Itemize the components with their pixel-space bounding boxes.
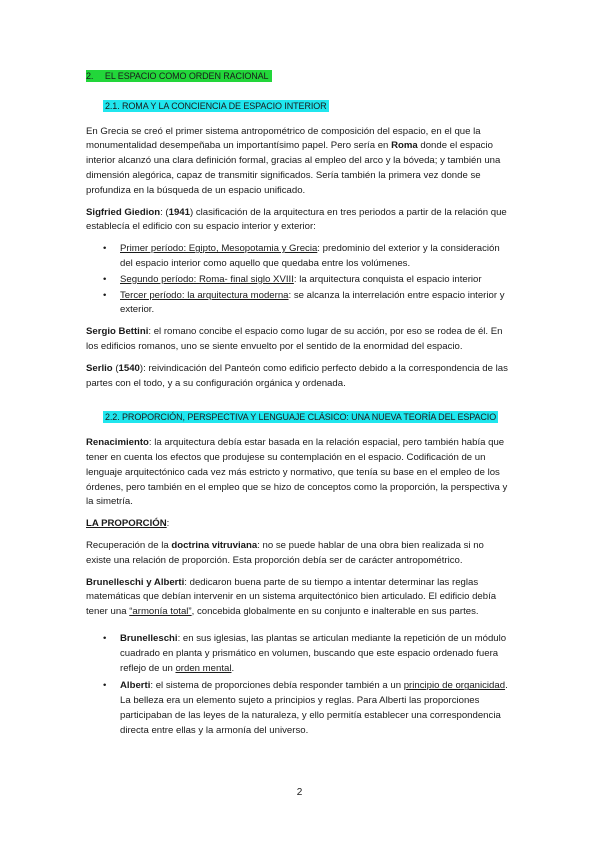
text: : (	[160, 206, 169, 218]
page-content	[86, 69, 510, 745]
text: : se alcanza la interrelación entre espacio interior y exterior.	[120, 289, 505, 316]
text: . La belleza era un elemento sujeto a principios y reglas. Para Alberti las proporciones participaban de las leyes de la naturaleza, y ello permitía establecer una correspondencia directa entre ellas y la armonía del universo.	[120, 680, 508, 736]
bullet-icon: •	[103, 243, 107, 255]
text: donde el espacio interior alcanzó una clara definición formal, gracias al empleo del arco y la bóveda; y también una dimensión alegórica, capaz de transmitir significados. Sería también la primera vez donde se profundiza en la búsqueda de un espacio unificado.	[86, 140, 501, 196]
text: ) clasificación de la arquitectura en tres periodos a partir de la relación que establecía el edificio con su espacio interior y exterior:	[86, 206, 507, 233]
text: (	[112, 362, 119, 374]
authors-list	[86, 632, 510, 739]
period-title: Segundo período: Roma- final siglo XVIII	[120, 273, 294, 285]
underlined-text: principio de organicidad	[403, 680, 506, 692]
text: : predominio del exterior y la consideración del espacio interior como aquello que quedaba entre los volúmenes.	[120, 243, 500, 269]
text: : el sistema de proporciones debía responder también a un	[150, 680, 404, 692]
quote: “armonía total”	[129, 606, 192, 618]
section-heading	[86, 69, 510, 85]
paragraph-bettini	[86, 325, 510, 355]
author-name: Brunelleschi y Alberti	[86, 576, 185, 588]
author-name: Brunelleschi	[120, 632, 178, 644]
bullet-icon: •	[103, 289, 107, 301]
text: .	[231, 662, 235, 674]
author-name: Alberti	[120, 680, 151, 692]
text: : el romano concibe el espacio como lugar de su acción, por eso se rodea de él. En los edificios romanos, uno se siente envuelto por el sentido de la enormidad del espacio.	[86, 326, 503, 352]
term: doctrina vitruviana	[171, 539, 258, 551]
year: 1540	[118, 362, 140, 374]
text: : la arquitectura debía estar basada en la relación espacial, pero también había que tener en cuenta los efectos que produjese su contemplación en el espacio. Codificación de un lenguaje arquitectónico cada vez más estricto y normativo, que tenía su base en el empleo de los órdenes, pero también en el empleo que se hizo de conceptos como la proporción, la perspectiva y la simetría.	[86, 437, 508, 508]
term: Renacimiento	[86, 437, 149, 449]
subsection-title-2: 2.2. PROPORCIÓN, PERSPECTIVA Y LENGUAJE CLÁSICO: UNA NUEVA TEORÍA DEL ESPACIO	[105, 412, 497, 423]
page-number: 2	[296, 787, 303, 798]
periods-list	[86, 242, 510, 318]
bullet-icon: •	[103, 680, 107, 692]
text: : en sus iglesias, las plantas se articulan mediante la repetición de un módulo cuadrado en planta y prismático en volumen, buscando que este espacio ordenado fuera reflejo de un	[120, 632, 507, 674]
heading-text: LA PROPORCIÓN	[86, 518, 167, 530]
spacer	[86, 398, 510, 410]
period-title: Tercer período: la arquitectura moderna	[120, 289, 289, 301]
list-item	[103, 632, 510, 676]
list-item	[103, 289, 510, 319]
list-item	[103, 242, 510, 272]
subsection-heading-1	[103, 99, 510, 115]
year: 1941	[168, 206, 190, 218]
author-name: Sergio Bettini	[86, 326, 149, 338]
paragraph-vitruvio	[86, 539, 510, 569]
section-title: EL ESPACIO COMO ORDEN RACIONAL	[104, 71, 269, 81]
subsection-title-1: 2.1. ROMA Y LA CONCIENCIA DE ESPACIO INTERIOR	[105, 100, 327, 111]
bullet-icon: •	[103, 632, 107, 644]
proporcion-heading	[86, 517, 510, 532]
text: : dedicaron buena parte de su tiempo a intentar determinar las reglas matemáticas que debían intervenir en un sistema arquitectónico bien articulado. El edificio debía tener una	[86, 576, 497, 618]
paragraph-renacimiento	[86, 436, 510, 510]
paragraph-brunelleschi-alberti	[86, 576, 510, 620]
text: : la arquitectura conquista el espacio interior	[293, 273, 482, 285]
author-name: Serlio	[86, 362, 113, 374]
list-item	[103, 273, 510, 288]
paragraph-grecia-roma	[86, 125, 510, 199]
text: ): reivindicación del Panteón como edificio perfecto debido a la correspondencia de las partes con el todo, y a su configuración orgánica y ordenada.	[86, 362, 508, 389]
subsection-heading-2	[103, 410, 510, 426]
text: :	[166, 518, 170, 530]
author-name: Sigfried Giedion	[86, 206, 161, 218]
paragraph-serlio	[86, 362, 510, 392]
underlined-text: orden mental	[175, 662, 232, 674]
section-number: 2.	[86, 71, 94, 81]
text: Recuperación de la	[86, 539, 172, 551]
bullet-icon: •	[103, 273, 107, 285]
period-title: Primer período: Egipto, Mesopotamia y Grecia	[120, 243, 318, 255]
paragraph-giedion	[86, 206, 510, 236]
section-heading-highlight	[86, 70, 272, 82]
text: En Grecia se creó el primer sistema antropométrico de composición del espacio, en el que la monumentalidad desempeñaba un importantísimo papel. Pero sería en	[86, 125, 481, 152]
bold-roma: Roma	[391, 140, 418, 152]
list-item	[103, 679, 510, 738]
text: : no se puede hablar de una obra bien realizada si no existe una relación de proporción. Esta proporción debía ser de carácter antropométrico.	[86, 539, 484, 566]
text: , concebida globalmente en su conjunto e inalterable en sus partes.	[191, 606, 479, 618]
